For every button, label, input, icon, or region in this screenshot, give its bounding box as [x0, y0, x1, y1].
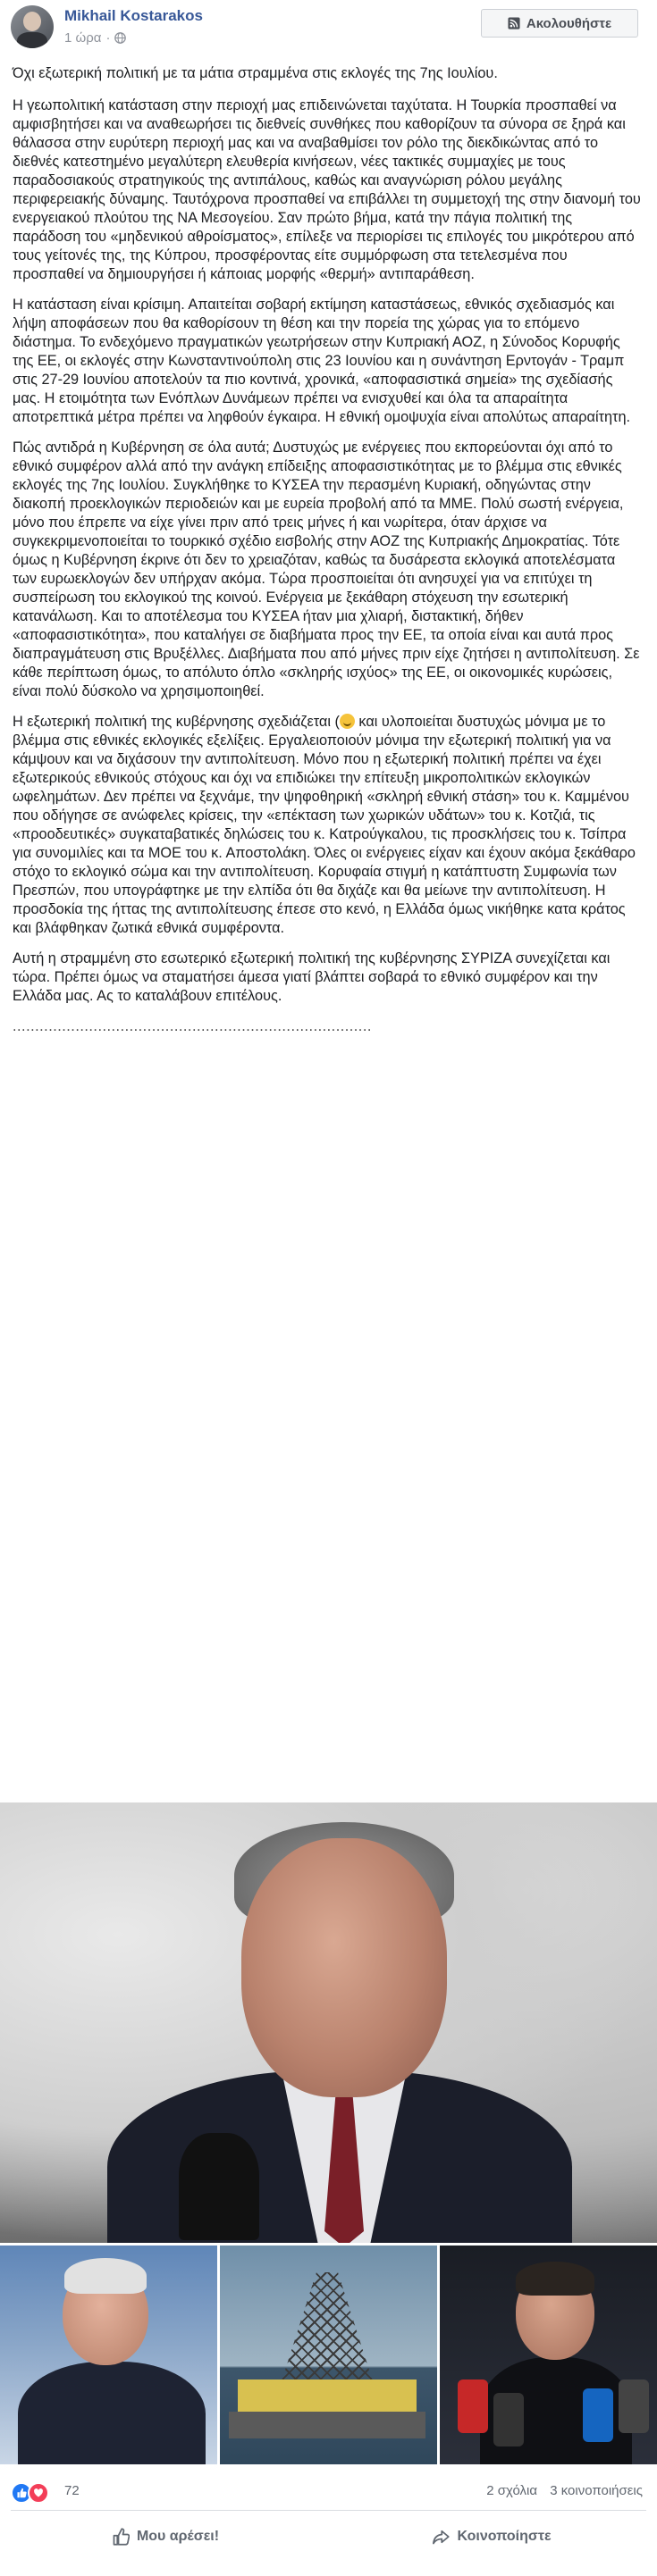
engagement-counts: [477, 2483, 643, 2498]
reaction-icons[interactable]: [11, 2482, 49, 2504]
post-body: [13, 64, 643, 1048]
share-button[interactable]: [344, 2517, 639, 2556]
share-arrow-icon: [432, 2528, 450, 2546]
post-paragraph: Αυτή η στραμμένη στο εσωτερικό εξωτερική πολιτική της κυβέρνησης ΣΥΡΙΖΑ συνεχίζεται και τώρα. Πρέπει όμως να σταματήσει άμεσα γιατί βλάπτει σοβαρά το εθνικό συμφέρον και την Ελλάδα μας. Ας το καταλάβουν επιτέλους.: [13, 950, 611, 1004]
follow-label: Ακολουθήστε: [526, 15, 612, 31]
share-label: Κοινοποίηστε: [457, 2529, 552, 2544]
author-name[interactable]: Mikhail Kostarakos: [64, 7, 203, 24]
photo-thumbnail-1[interactable]: [0, 2246, 217, 2464]
post-separator-dots: ................................................................................: [13, 1018, 372, 1034]
like-label: Μου αρέσει!: [136, 2529, 220, 2544]
globe-icon: [114, 32, 126, 44]
comment-count[interactable]: 2 σχόλια: [486, 2483, 538, 2498]
post-photo-collage: [0, 1802, 657, 2464]
post-paragraph: Η κατάσταση είναι κρίσιμη. Απαιτείται σοβαρή εκτίμηση καταστάσεως, εθνικός σχεδιασμός και λήψη αποφάσεων που θα καθορίσουν τη θέση και την πορεία της χώρας για το επόμενο διάστημα. Το ενδεχόμενο πραγματικών γεωτρήσεων στην Κυπριακή ΑΟΖ, η Σύνοδος Κορυφής της ΕΕ, οι εκλογές στην Κωνσταντινούπολη στις 23 Ιουνίου και η συνάντηση Ερντογάν - Τραμπ στις 27-29 Ιουνίου αποτελούν τα πιο κοντινά, χρονικά, «αποφασιστικά σημεία» της σχεδίασής μας. Η ετοιμότητα των Ενόπλων Δυνάμεων πρέπει να ενισχυθεί και όλα τα απαραίτητα αποτρεπτικά μέτρα πρέπει να ληφθούν έγκαιρα. Η εθνική ομοψυχία είναι απολύτως απαραίτητη.: [13, 297, 631, 425]
photo-thumbnail-2[interactable]: [220, 2246, 437, 2464]
follow-button[interactable]: [481, 9, 638, 38]
follow-rss-icon: [508, 17, 520, 29]
post-actions: [0, 2512, 657, 2565]
share-count[interactable]: 3 κοινοποιήσεις: [550, 2483, 643, 2498]
divider: [11, 2510, 646, 2511]
author-avatar[interactable]: [11, 5, 54, 48]
photo-main[interactable]: [0, 1802, 657, 2243]
like-button[interactable]: [18, 2517, 313, 2556]
post-paragraph: Όχι εξωτερική πολιτική με τα μάτια στραμμένα στις εκλογές της 7ης Ιουλίου.: [13, 65, 498, 81]
reactions-bar: [0, 2474, 657, 2510]
post-paragraph: Πώς αντιδρά η Κυβέρνηση σε όλα αυτά; Δυστυχώς με ενέργειες που εκπορεύονται όχι από το εθνικό συμφέρον αλλά από την ανάγκη επίδειξης αποφασιστικότητας με το βλέμμα στις εθνικές εκλογές της 7ης Ιουλίου. Συγκλήθηκε το ΚΥΣΕΑ την περασμένη Κυριακή, οδηγώντας στην διακοπή προεκλογικών περιοδειών και με ευρεία προβολή από τα ΜΜΕ. Πολύ σωστή ενέργεια, μόνο που έπρεπε να είχε γίνει πριν από τρεις μήνες ή και νωρίτερα, όταν άρχισε να συγκεκριμενοποιείται το τουρκικό σχέδιο εισβολής στην ΑΟΖ της Κυπριακής Δημοκρατίας. Τότε όμως η Κυβέρνηση έκρινε ότι δεν το χρειαζόταν, καθώς τα δυσάρεστα εκλογικά αποτελέσματα των ευρωεκλογών δεν υπήρχαν ακόμα. Τώρα προσποιείται ότι ανησυχεί για να επιτύχει τη συσπείρωση του εκλογικού της κοινού. Ενέργεια με ξεκάθαρη στόχευση την εσωτερική κατανάλωση. Και το αποτέλεσμα του ΚΥΣΕΑ ήταν μια χλιαρή, διστακτική, δήθεν «αποφασιστικότητα», που καταλήγει σε διαβήματα προς την ΕΕ, τα οποία είναι και αυτά προς διαπραγμάτευση στις Βρυξέλλες. Διαβήματα που από μήνες πριν είχε ζητήσει η αντιπολίτευση. Σε κάθε περίπτωση όμως, το απόλυτο όπλο «σκληρής ισχύος» της ΕΕ, οι οικονομικές κυρώσεις, είναι πολύ δύσκολο να χρησιμοποιηθεί.: [13, 439, 640, 699]
post-time[interactable]: 1 ώρα: [64, 30, 102, 46]
post-paragraph-start: Η εξωτερική πολιτική της κυβέρνησης σχεδιάζεται (: [13, 714, 340, 730]
post-header: [0, 0, 657, 64]
reaction-count[interactable]: 72: [64, 2483, 80, 2498]
love-reaction-icon: [28, 2482, 49, 2504]
photo-thumbnail-3[interactable]: [440, 2246, 657, 2464]
smiley-emoji-icon: [340, 714, 355, 729]
post-meta: 1 ώρα ·: [64, 30, 126, 46]
thumbs-up-icon: [112, 2528, 130, 2546]
post-paragraph: Η γεωπολιτική κατάσταση στην περιοχή μας επιδεινώνεται ταχύτατα. Η Τουρκία προσπαθεί να αμφισβητήσει και να αναθεωρήσει τις διεθνείς συνθήκες που καθορίζουν τα σύνορα σε ξηρά και θάλασσα στην ευρύτερη περιοχή μας και να αναβαθμίσει τον ρόλο της διεκδικώντας από το διεθνές κατεστημένο μεγαλύτερη ελευθερία κινήσεων, νέες τακτικές συμμαχίες με τους παραδοσιακούς στρατηγικούς της αντιπάλους, καθώς και αναγνώριση ρόλου μεγάλης περιφερειακής δύναμης. Ταυτόχρονα προσπαθεί να επιβάλλει τη συμμετοχή της στην διανομή του ενεργειακού πλούτου της ΝΑ Μεσογείου. Σαν πρώτο βήμα, κατά την πάγια πολιτική της παράδοση του «μηδενικού αθροίσματος», επίλεξε να περιορίσει τις επιλογές του μικρότερου από τους γείτονές της, της Κύπρου, προσφέροντας είτε συμμόρφωση στα τετελεσμένα που προσπαθεί να δημιουργήσει ή κάποιας μορφής «θερμή» αντιπαράθεση.: [13, 97, 641, 282]
post-paragraph: [13, 713, 643, 938]
post-paragraph-end: και υλοποιείται δυστυχώς μόνιμα με το βλέμμα στις εθνικές εκλογικές εξελίξεις. Εργαλειοποιούν μόνιμα την εξωτερική πολιτική για να κάμψουν και να διχάσουν την αντιπολίτευση. Μόνο που η εξωτερική πολιτική πρέπει να έχει εξωτερικούς εθνικούς στόχους και όχι να επιδιώκει την επίτευξη μικροπολιτικών εκλογικών ωφελημάτων. Δεν πρέπει να ξεχνάμε, την ψηφοθηρική «σκληρή εθνική στάση» του κ. Καμμένου που οδήγησε σε ανώφελες κρίσεις, την «επέκταση των χωρικών υδάτων» του κ. Κοτζιά, τις «προοδευτικές» συγκαταβατικές δηλώσεις του κ. Κατρούγκαλου, τις προσκλήσεις του κ. Τσίπρα για συνομιλίες και τα ΜΟΕ του κ. Αποστολάκη. Όλες οι ενέργειες είχαν και έχουν ακόμα ξεκάθαρο στόχο το εκλογικό σώμα και την αντιπολίτευση. Κορυφαία στιγμή η κατάπτυστη Συμφωνία των Πρεσπών, που υπογράφτηκε με την ελπίδα ότι θα διχάζε και θα μείωνε την αντιπολίτευση. Η προσδοκία της ήττας της αντιπολίτευσης έπεσε στο κενό, η Ελλάδα όμως νικήθηκε κατα κράτος και βλάφθηκαν ζωτικά εθνικά συμφέροντα.: [13, 714, 636, 936]
